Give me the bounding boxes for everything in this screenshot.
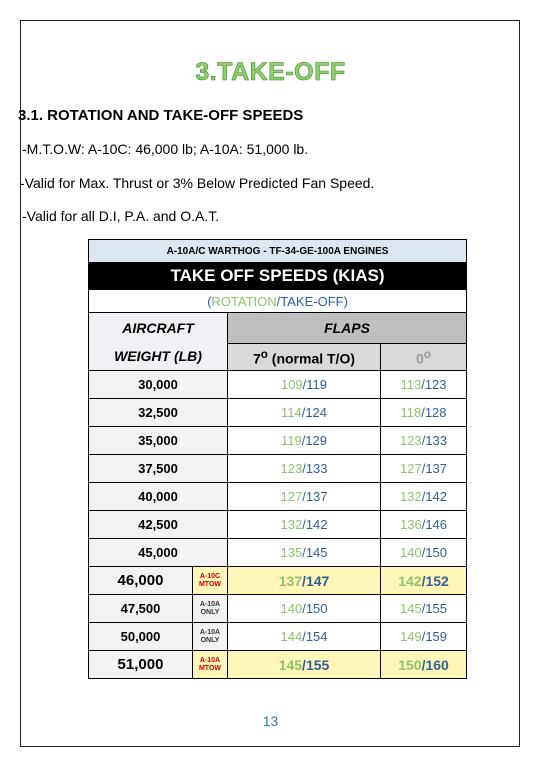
subtitle-open: ( <box>207 293 212 309</box>
flap-0-speed-cell <box>381 651 467 679</box>
speed-separator: / <box>421 601 426 616</box>
speed-separator: / <box>421 377 425 392</box>
flap-0-takeoff-speed: 133 <box>425 433 448 448</box>
flap-0-rotation-speed: 140 <box>399 545 422 560</box>
flap-0-speed-cell <box>381 539 467 567</box>
flap-7-rotation-speed: 137 <box>278 572 303 589</box>
speed-separator: / <box>302 545 306 560</box>
speed-separator: / <box>421 656 426 673</box>
table-row <box>89 427 467 455</box>
weight-note-line2: MTOW <box>198 580 222 588</box>
flap-7-rotation-speed: 123 <box>280 461 303 476</box>
speed-separator: / <box>421 405 425 420</box>
flap-7-rotation-speed: 127 <box>280 489 303 504</box>
flap-0-takeoff-speed: 146 <box>425 517 448 532</box>
flap-0-takeoff-speed: 152 <box>425 572 449 589</box>
table-row <box>89 371 467 399</box>
speed-separator: / <box>301 433 306 448</box>
flap-7-rotation-speed: 135 <box>280 545 303 560</box>
flaps-column-header: FLAPS <box>228 313 467 344</box>
table-row <box>89 567 467 595</box>
weight-note-line1: A-10A <box>199 600 221 608</box>
weight-note-line1: A-10A <box>199 656 221 664</box>
flap-7-degree: o <box>260 347 268 361</box>
table-row <box>89 399 467 427</box>
flap-7-takeoff-speed: 133 <box>305 461 328 476</box>
flap-7-value: 7 <box>252 350 261 367</box>
speed-separator: / <box>421 461 426 476</box>
table-row <box>89 539 467 567</box>
weight-cell: 37,500 <box>89 455 228 483</box>
flap-7-takeoff-speed: 147 <box>305 572 330 589</box>
weight-header-line2: WEIGHT (LB) <box>114 347 202 364</box>
weight-cell: 50,000 <box>89 623 193 651</box>
flap-0-rotation-speed: 118 <box>400 405 422 420</box>
flap-0-speed-cell <box>381 567 467 595</box>
speed-separator: / <box>302 461 306 476</box>
flap-7-takeoff-speed: 129 <box>305 433 328 448</box>
flap-7-takeoff-speed: 119 <box>306 377 328 392</box>
flap-0-takeoff-speed: 150 <box>425 545 448 560</box>
weight-note-line2: ONLY <box>200 636 220 644</box>
flap-0-speed-cell <box>381 427 467 455</box>
speed-separator: / <box>302 656 306 673</box>
weight-header-line1: AIRCRAFT <box>122 319 194 336</box>
flap-7-rotation-speed: 109 <box>280 377 303 392</box>
flap-7-takeoff-speed: 145 <box>305 545 328 560</box>
flap-0-speed-cell <box>381 371 467 399</box>
flap-0-speed-cell <box>381 623 467 651</box>
flap-7-speed-cell <box>228 567 381 595</box>
flap-0-rotation-speed: 149 <box>399 629 422 644</box>
speed-separator: / <box>302 572 306 589</box>
flap-0-rotation-speed: 113 <box>400 377 422 392</box>
weight-cell: 45,000 <box>89 539 228 567</box>
weight-cell: 51,000 <box>89 651 193 679</box>
flap-7-label: (normal T/O) <box>267 350 356 367</box>
flap-7-rotation-speed: 140 <box>280 601 303 616</box>
subtitle-separator: / <box>276 293 281 309</box>
speed-separator: / <box>421 629 426 644</box>
flap-7-takeoff-speed: 124 <box>305 405 328 420</box>
flap-7-speed-cell <box>228 427 381 455</box>
weight-cell: 40,000 <box>89 483 228 511</box>
speed-separator: / <box>302 601 306 616</box>
section-title: 3.1. ROTATION AND TAKE-OFF SPEEDS <box>18 107 304 124</box>
flap-7-takeoff-speed: 154 <box>305 629 328 644</box>
weight-note-line1: A-10A <box>199 628 221 636</box>
table-row <box>89 651 467 679</box>
subtitle-takeoff: TAKE-OFF <box>280 293 344 309</box>
weight-cell: 35,000 <box>89 427 228 455</box>
weight-note-line2: ONLY <box>200 608 220 616</box>
speed-separator: / <box>421 517 426 532</box>
flap-0-rotation-speed: 145 <box>399 601 422 616</box>
table-row <box>89 623 467 651</box>
flap-0-value: 0 <box>416 350 424 367</box>
flap-0-rotation-speed: 142 <box>398 572 422 589</box>
flap-0-takeoff-speed: 142 <box>425 489 448 504</box>
flap-7-speed-cell <box>228 399 381 427</box>
speed-separator: / <box>421 433 426 448</box>
page-number: 13 <box>262 713 279 729</box>
weight-note <box>193 623 228 651</box>
flap-7-speed-cell <box>228 539 381 567</box>
table-title: TAKE OFF SPEEDS (KIAS) <box>89 263 467 290</box>
flap-7-speed-cell <box>228 623 381 651</box>
flap-0-header <box>381 344 467 371</box>
flap-0-takeoff-speed: 128 <box>424 405 447 420</box>
weight-note-line1: A-10C <box>199 572 221 580</box>
table-row <box>89 455 467 483</box>
table-row <box>89 595 467 623</box>
column-header-row <box>89 313 467 344</box>
weight-note-line2: MTOW <box>198 664 222 672</box>
flap-7-speed-cell <box>228 483 381 511</box>
flap-7-speed-cell <box>228 595 381 623</box>
flap-7-takeoff-speed: 155 <box>305 656 330 673</box>
flap-7-speed-cell <box>228 371 381 399</box>
table-title-row <box>89 263 467 290</box>
weight-cell: 47,500 <box>89 595 193 623</box>
flap-7-takeoff-speed: 137 <box>305 489 328 504</box>
table-row <box>89 483 467 511</box>
weight-note <box>193 567 228 595</box>
flap-0-takeoff-speed: 159 <box>425 629 448 644</box>
flap-0-takeoff-speed: 155 <box>425 601 448 616</box>
speed-separator: / <box>302 489 306 504</box>
takeoff-speeds-table <box>88 239 467 679</box>
flap-7-header <box>228 344 381 371</box>
validity-note: -Valid for all D.I, P.A. and O.A.T. <box>22 208 220 224</box>
weight-note <box>193 651 228 679</box>
speed-separator: / <box>302 629 306 644</box>
flap-0-takeoff-speed: 137 <box>425 461 448 476</box>
flap-7-rotation-speed: 119 <box>280 433 302 448</box>
subtitle-close: ) <box>343 293 348 309</box>
engine-header-row <box>89 240 467 263</box>
flap-7-speed-cell <box>228 455 381 483</box>
flap-0-rotation-speed: 127 <box>399 461 422 476</box>
speed-separator: / <box>421 572 426 589</box>
subtitle-rotation: ROTATION <box>211 293 277 309</box>
weight-cell: 42,500 <box>89 511 228 539</box>
flap-7-rotation-speed: 144 <box>280 629 303 644</box>
page-heading: 3.TAKE-OFF <box>195 58 346 86</box>
engine-header: A-10A/C WARTHOG - TF-34-GE-100A ENGINES <box>89 240 467 263</box>
flap-7-rotation-speed: 114 <box>280 405 302 420</box>
flap-0-degree: o <box>423 347 431 361</box>
flap-7-rotation-speed: 132 <box>280 517 303 532</box>
weight-cell: 30,000 <box>89 371 228 399</box>
speed-separator: / <box>421 545 426 560</box>
speed-separator: / <box>302 377 307 392</box>
flap-7-speed-cell <box>228 651 381 679</box>
flap-0-takeoff-speed: 160 <box>425 656 449 673</box>
weight-cell: 32,500 <box>89 399 228 427</box>
weight-note <box>193 595 228 623</box>
flap-7-speed-cell <box>228 511 381 539</box>
speed-separator: / <box>421 489 426 504</box>
flap-0-speed-cell <box>381 595 467 623</box>
table-subtitle-row <box>89 290 467 313</box>
flap-0-speed-cell <box>381 455 467 483</box>
mtow-note: -M.T.O.W: A-10C: 46,000 lb; A-10A: 51,000 lb. <box>22 141 309 157</box>
flap-0-rotation-speed: 123 <box>399 433 422 448</box>
table-subtitle <box>89 290 467 313</box>
flap-0-speed-cell <box>381 399 467 427</box>
flap-0-rotation-speed: 150 <box>398 656 422 673</box>
weight-cell: 46,000 <box>89 567 193 595</box>
flap-7-takeoff-speed: 150 <box>305 601 328 616</box>
speed-separator: / <box>302 517 306 532</box>
weight-column-header <box>89 313 228 371</box>
flap-0-rotation-speed: 136 <box>399 517 422 532</box>
flap-0-takeoff-speed: 123 <box>424 377 447 392</box>
thrust-note: -Valid for Max. Thrust or 3% Below Predicted Fan Speed. <box>20 175 375 191</box>
speed-separator: / <box>301 405 306 420</box>
flap-7-takeoff-speed: 142 <box>305 517 328 532</box>
table-row <box>89 511 467 539</box>
flap-7-rotation-speed: 145 <box>278 656 303 673</box>
flap-0-speed-cell <box>381 511 467 539</box>
flap-0-rotation-speed: 132 <box>399 489 422 504</box>
flap-0-speed-cell <box>381 483 467 511</box>
